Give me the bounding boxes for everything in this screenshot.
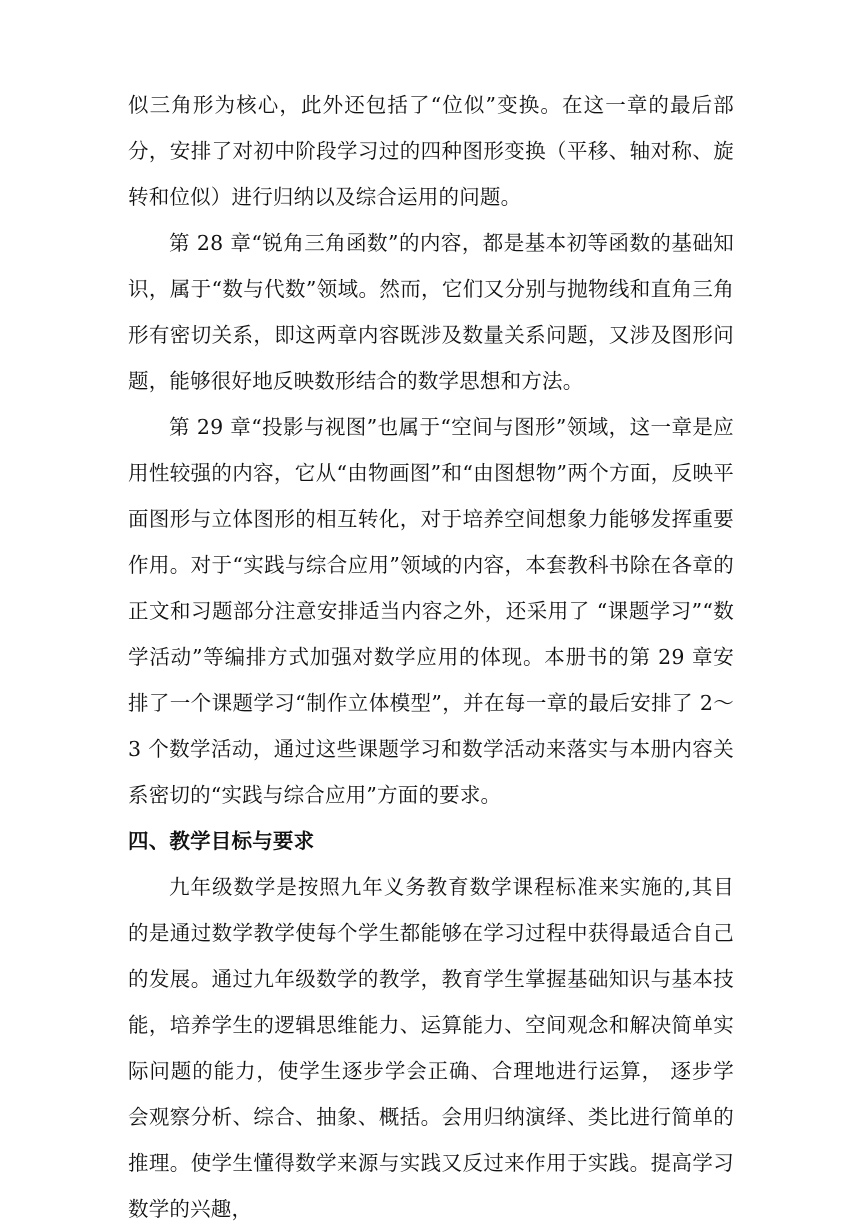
paragraph-grade-nine-goals: 九年级数学是按照九年义务教育数学课程标准来实施的,其目的是通过数学教学使每个学生都能够在学习过程中获得最适合自己的发展。通过九年级数学的教学，教育学生掌握基础知识与基本技能，培养学生的逻辑思维能力、运算能力、空间观念和解决简单实际问题的能力，使学生逐步学会正确、合理地进行运算， 逐步学会观察分析、综合、抽象、概括。会用归纳演绎、类比进行简单的推理。使学生懂得数学来源与实践又反过来作用于实践。提高学习数学的兴趣， (128, 875, 734, 1221)
paragraph-similar-triangles-continuation: 似三角形为核心，此外还包括了“位似”变换。在这一章的最后部分，安排了对初中阶段学习过的四种图形变换（平移、轴对称、旋转和位似）进行归纳以及综合运用的问题。 (128, 93, 734, 209)
section-heading-teaching-goals: 四、教学目标与要求 (128, 829, 315, 853)
document-body (128, 82, 734, 1232)
paragraph-chapter-29: 第 29 章“投影与视图”也属于“空间与图形”领域，这一章是应用性较强的内容，它从“由物画图”和“由图想物”两个方面，反映平面图形与立体图形的相互转化，对于培养空间想象力能够发挥重要作用。对于“实践与综合应用”领域的内容，本套教科书除在各章的正文和习题部分注意安排适当内容之外，还采用了 “课题学习”“数学活动”等编排方式加强对数学应用的体现。本册书的第 29 章安排了一个课题学习“制作立体模型”，并在每一章的最后安排了 2～3 个数学活动，通过这些课题学习和数学活动来落实与本册内容关系密切的“实践与综合应用”方面的要求。 (128, 415, 734, 807)
paragraph-chapter-28: 第 28 章“锐角三角函数”的内容，都是基本初等函数的基础知识，属于“数与代数”领域。然而，它们又分别与抛物线和直角三角形有密切关系，即这两章内容既涉及数量关系问题，又涉及图形问题，能够很好地反映数形结合的数学思想和方法。 (128, 231, 734, 393)
